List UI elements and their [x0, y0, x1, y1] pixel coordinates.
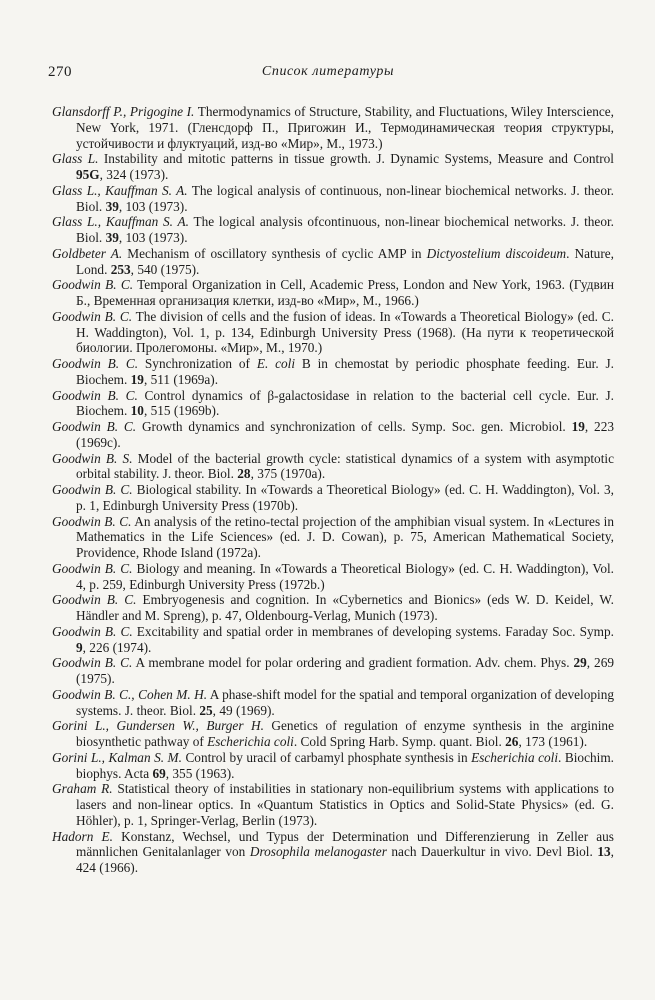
ref-authors: Goodwin B. C., Cohen M. H.	[52, 686, 208, 702]
ref-volume: 69	[152, 765, 166, 781]
ref-authors: Gorini L., Gundersen W., Burger H.	[52, 718, 264, 734]
reference-entry	[52, 183, 614, 215]
ref-italic: Dictyostelium discoideum	[426, 245, 567, 261]
ref-authors: Goodwin B. C.	[52, 387, 138, 403]
ref-italic: Drosophila melanogaster	[249, 844, 387, 860]
ref-volume: 29	[573, 655, 587, 671]
ref-text: , 49 (1969).	[212, 702, 275, 718]
ref-volume: 10	[130, 403, 144, 419]
ref-text: Control by uracil of carbamyl phosphate synthesis in	[181, 749, 472, 765]
ref-text: Excitability and spatial order in membranes of developing systems. Faraday Soc. Symp.	[132, 623, 614, 639]
ref-volume: 19	[571, 419, 585, 434]
reference-entry	[52, 561, 614, 593]
ref-text: Synchronization of	[138, 356, 257, 371]
running-title: Список литературы	[261, 64, 395, 79]
ref-volume: 28	[237, 466, 251, 482]
ref-text: , 269 (1975).	[76, 655, 615, 686]
ref-authors: Goodwin B. C.	[52, 560, 133, 576]
ref-volume: 253	[110, 261, 131, 277]
ref-text: , 511 (1969a).	[143, 371, 219, 387]
ref-text: Instability and mitotic patterns in tissue growth. J. Dynamic Systems, Measure and Control	[98, 151, 614, 167]
ref-text: , 324 (1973).	[99, 167, 169, 182]
ref-authors: Goodwin B. C.	[52, 356, 139, 371]
ref-text: nach Dauerkultur in vivo. Devl Biol.	[386, 844, 598, 860]
ref-text: Temporal Organization in Cell, Academic Press, London and New York, 1963. (Гудвин Б., Временная организация клетки, изд-во «Мир», М., 1966.)	[76, 277, 614, 308]
reference-entry	[52, 624, 614, 656]
ref-volume: 39	[105, 230, 119, 245]
page-number: 270	[48, 64, 72, 80]
ref-authors: Glass L., Kauffman S. A.	[52, 182, 188, 198]
ref-authors: Gorini L., Kalman S. M.	[52, 749, 182, 765]
ref-authors: Graham R.	[52, 781, 113, 797]
ref-text: , 424 (1966).	[76, 844, 614, 875]
ref-italic: Escherichia coli	[471, 749, 559, 765]
ref-authors: Goodwin B. C.	[52, 592, 137, 608]
ref-text: Biology and meaning. In «Towards a Theoretical Biology» (ed. C. H. Waddington), Vol. 4, p. 259, Edinburgh University Press (1972b.)	[76, 560, 614, 592]
ref-text: A phase-shift model for the spatial and temporal organization of developing systems. J. theor. Biol.	[76, 686, 615, 718]
ref-text: , 103 (1973).	[118, 198, 188, 214]
ref-text: Genetics of regulation of enzyme synthesis in the arginine biosynthetic pathway of	[76, 718, 614, 749]
ref-volume: 26	[505, 734, 519, 749]
ref-authors: Goodwin B. C.	[52, 655, 133, 671]
ref-volume: 39	[105, 198, 119, 214]
reference-entry	[52, 104, 614, 151]
ref-text: Mechanism of oscillatory synthesis of cyclic AMP in	[122, 245, 427, 261]
ref-volume: 9	[76, 639, 83, 655]
ref-text: . Nature, Lond.	[76, 245, 614, 277]
ref-authors: Goodwin B. S.	[52, 450, 133, 466]
ref-authors: Goldbeter A.	[52, 245, 123, 261]
ref-volume: 95G	[76, 167, 100, 182]
ref-authors: Goodwin B. C.	[52, 277, 134, 293]
reference-entry	[52, 388, 614, 420]
ref-authors: Glass L.	[52, 151, 99, 167]
page-header	[48, 64, 608, 88]
reference-entry	[52, 781, 614, 828]
ref-authors: Goodwin B. C.	[52, 623, 133, 639]
ref-authors: Goodwin B. C.	[52, 419, 137, 434]
reference-entry	[52, 592, 614, 624]
ref-text: , 540 (1975).	[130, 261, 200, 277]
reference-entry	[52, 687, 614, 719]
ref-text: Konstanz, Wechsel, und Typus der Determination und Differenzierung in Zeller aus männlichen Genitalanlager von	[76, 828, 614, 860]
reference-entry	[52, 829, 614, 876]
ref-volume: 25	[199, 702, 213, 718]
reference-entry	[52, 718, 614, 750]
ref-text: . Cold Spring Harb. Symp. quant. Biol.	[293, 734, 506, 749]
ref-text: , 515 (1969b).	[143, 403, 220, 419]
reference-entry	[52, 451, 614, 483]
reference-entry	[52, 277, 614, 309]
ref-text: A membrane model for polar ordering and gradient formation. Adv. chem. Phys.	[132, 655, 574, 671]
reference-entry	[52, 214, 614, 246]
ref-authors: Glansdorff P., Prigogine I.	[52, 104, 195, 119]
ref-text: , 223 (1969c).	[76, 419, 614, 450]
ref-text: , 355 (1963).	[165, 765, 235, 781]
ref-authors: Glass L., Kauffman S. A.	[52, 214, 189, 230]
ref-italic: Escherichia coli	[207, 734, 294, 749]
ref-italic: E. coli	[256, 356, 296, 371]
ref-text: Model of the bacterial growth cycle: statistical dynamics of a system with asymptotic orbital stability. J. theor. Biol.	[76, 450, 614, 482]
reference-entry	[52, 309, 614, 356]
reference-list	[52, 104, 614, 876]
reference-entry	[52, 655, 614, 687]
ref-text: Growth dynamics and synchronization of cells. Symp. Soc. gen. Microbiol.	[136, 419, 572, 434]
reference-entry	[52, 151, 614, 183]
reference-entry	[52, 750, 614, 782]
ref-text: Statistical theory of instabilities in stationary non-equilibrium systems with applications to lasers and non-linear optics. In «Quantum Statistics in Optics and Solid-State Physics» (ed. G. Höhler), p. 1, Springer-Verlag, Berlin (1973).	[76, 781, 614, 828]
ref-authors: Goodwin B. C.	[52, 513, 132, 529]
reference-entry	[52, 482, 614, 514]
ref-text: The logical analysis ofcontinuous, non-linear biochemical networks. J. theor. Biol.	[76, 214, 614, 245]
ref-text: , 103 (1973).	[118, 230, 188, 245]
ref-authors: Goodwin B. C.	[52, 482, 133, 497]
ref-text: . Biochim. biophys. Acta	[76, 749, 614, 781]
ref-text: Thermodynamics of Structure, Stability, and Fluctuations, Wiley Interscience, New York, 1971. (Гленсдорф П., Пригожин И., Термодинамическая теория структуры, устойчивости и флуктуаций, изд-во «Мир», М., 1973.)	[76, 104, 614, 151]
ref-text: , 375 (1970a).	[250, 466, 326, 482]
reference-entry	[52, 356, 614, 388]
ref-text: Biological stability. In «Towards a Theoretical Biology» (ed. C. H. Waddington), Vol. 3, p. 1, Edinburgh University Press (1970b).	[76, 482, 614, 513]
reference-entry	[52, 419, 614, 451]
ref-text: The division of cells and the fusion of ideas. In «Towards a Theoretical Biology» (ed. C. H. Waddington), Vol. 1, p. 134, Edinburgh University Press (1968). (На пути к теоретической биологии. Пролегомоны. «Мир», М., 1970.)	[76, 308, 614, 356]
reference-entry	[52, 514, 614, 561]
ref-text: The logical analysis of continuous, non-linear biochemical networks. J. theor. Biol.	[76, 182, 614, 214]
ref-text: , 173 (1961).	[518, 734, 588, 749]
reference-entry	[52, 246, 614, 278]
ref-text: Embryogenesis and cognition. In «Cybernetics and Bionics» (eds W. D. Keidel, W. Händler and M. Spreng), p. 47, Oldenbourg-Verlag, Munich (1973).	[76, 592, 614, 623]
ref-text: Control dynamics of β-galactosidase in relation to the bacterial cell cycle. Eur. J. Biochem.	[76, 387, 614, 419]
ref-authors: Hadorn E.	[52, 828, 113, 844]
ref-authors: Goodwin B. C.	[52, 308, 133, 324]
ref-text: , 226 (1974).	[82, 639, 152, 655]
ref-text: An analysis of the retino-tectal projection of the amphibian visual system. In «Lectures in Mathematics in the Life Sciences» (ed. J. D. Cowan), p. 75, American Mathematical Society, Providence, Rhode Island (1972a).	[76, 513, 614, 560]
ref-volume: 19	[130, 371, 144, 387]
ref-volume: 13	[597, 844, 611, 860]
ref-text: B in chemostat by periodic phosphate feeding. Eur. J. Biochem.	[76, 356, 614, 387]
